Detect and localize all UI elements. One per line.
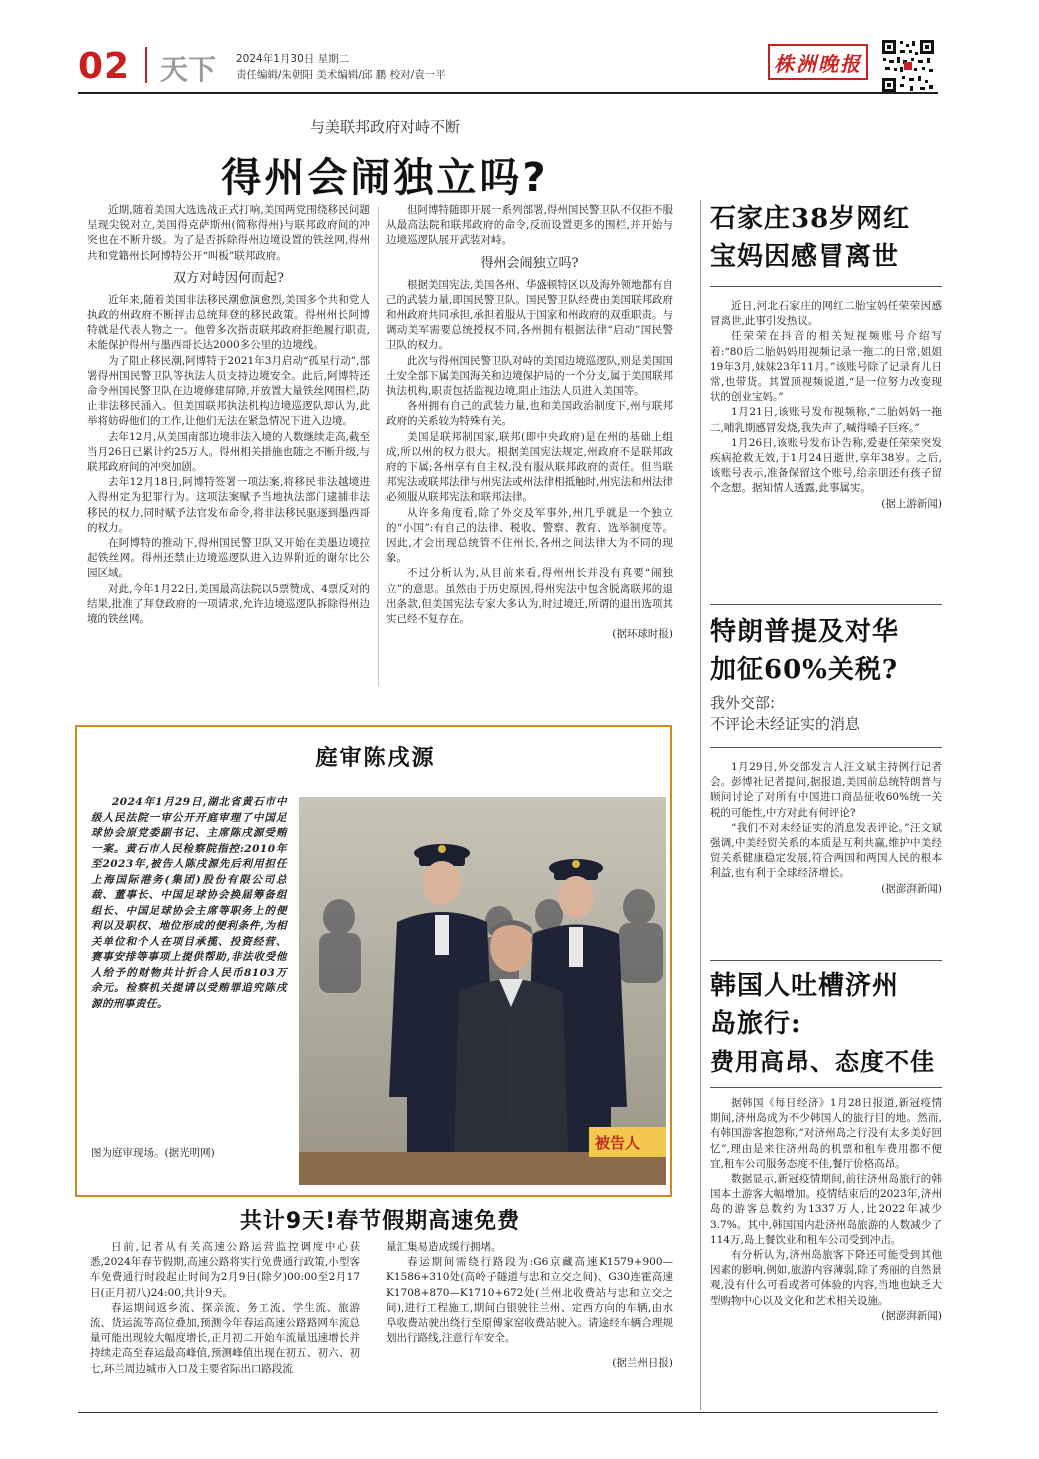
article-subheading: 不评论未经证实的消息 bbox=[710, 715, 861, 733]
article-shijiazhuang bbox=[710, 200, 942, 512]
paragraph: 美国是联邦制国家,联邦(即中央政府)是在州的基础上组成,所以州的权力很大。根据美国宪法规定,州政府不是联邦政府的下属;各州享有自主权,没有服从联邦政府的责任。但当联邦宪法或联邦法律与州宪法或州法律相抵触时,州宪法和州法律必须服从联邦宪法和联邦法律。 bbox=[386, 430, 673, 504]
article-headline: 特朗普提及对华 bbox=[710, 617, 900, 647]
article-subheading: 我外交部: bbox=[710, 694, 776, 712]
paragraph: 近日,河北石家庄的网红二胎宝妈任荣荣因感冒离世,此事引发热议。 bbox=[710, 300, 942, 328]
paragraph: 对此,今年1月22日,美国最高法院以5票赞成、4票反对的结果,批准了拜登政府的一项请求,允许边境巡逻队拆除得州边境的铁丝网。 bbox=[87, 582, 370, 626]
footer-rule bbox=[78, 1412, 938, 1413]
main-article-kicker: 与美联邦政府对峙不断 bbox=[309, 118, 460, 136]
subheading: 得州会闹独立吗? bbox=[480, 255, 579, 271]
paragraph: 1月21日,该账号发布视频称,“二胎妈妈一拖二,哺乳期感冒发烧,我失声了,喊得嗓子巨疼。” bbox=[710, 406, 942, 434]
newspaper-logo: 株洲晚报 bbox=[768, 44, 868, 80]
issue-date: 2024年1月30日 星期二 bbox=[236, 53, 350, 65]
article-headline: 韩国人吐槽济州 bbox=[710, 971, 900, 1001]
header-rule bbox=[78, 92, 938, 94]
article-headline: 石家庄38岁网红 bbox=[710, 204, 911, 234]
subheading: 双方对峙因何而起? bbox=[173, 270, 284, 286]
article-headline: 宝妈因感冒离世 bbox=[710, 242, 900, 272]
headline-rule bbox=[710, 286, 942, 287]
section-name: 天下 bbox=[160, 53, 217, 86]
article-jeju bbox=[710, 960, 942, 1324]
editor-credits: 责任编辑/朱朝阳 美术编辑/邱 鹏 校对/袁一平 bbox=[236, 69, 446, 81]
paragraph: 近期,随着美国大选选战正式打响,美国两党围绕移民问题呈现尖锐对立,美国得克萨斯州(简称得州)与联邦政府间的冲突也在不断升级。为了是否拆除得州边境设置的铁丝网,得州共和党籍州长阿博特公开“叫板”联邦政府。 bbox=[87, 204, 370, 262]
article-headline: 岛旅行: bbox=[710, 1009, 802, 1039]
paragraph: 去年12月18日,阿博特签署一项法案,将移民非法越境进入得州定为犯罪行为。这项法案赋予当地执法部门逮捕非法移民的权力,同时赋予法官发布命令,将非法移民驱逐到墨西哥的权力。 bbox=[87, 476, 370, 534]
right-column-divider bbox=[700, 200, 701, 1410]
main-article-headline: 得州会闹独立吗? bbox=[221, 155, 549, 201]
photo-caption: 图为庭审现场。(据光明网) bbox=[91, 1147, 215, 1159]
paragraph: 2024年1月29日,湖北省黄石市中级人民法院一审公开开庭审理了中国足球协会原党委副书记、主席陈戌源受贿一案。黄石市人民检察院指控:2010年至2023年,被告人陈戌源先后利用担任上海国际港务(集团)股份有限公司总裁、董事长、中国足球协会换届筹备组组长、中国足球协会主席等职务上的便利以及职权、地位形成的便利条件,为相关单位和个人在项目承揽、投资经营、赛事安排等事项上提供帮助,非法收受他人给予的财物共计折合人民币8103万余元。检察机关提请以受贿罪追究陈戌源的刑事责任。 bbox=[91, 796, 287, 1010]
paragraph: 春运期间需绕行路段为:G6京藏高速K1579+900—K1586+310处(高岭子隧道与忠和立交之间)、G30连霍高速K1708+870—K1710+672处(兰州北收费站与忠和立交之间),进行工程施工,期间白银驶往兰州、定西方向的车辆,由水阜收费站驶出绕行至原傅家窑收费站驶入。请途经车辆合理规划出行路线,注意行车安全。 bbox=[386, 1256, 673, 1345]
paragraph: 为了阻止移民潮,阿博特于2021年3月启动“孤星行动”,部署得州国民警卫队等执法人员支持边境安全。此后,阿博特还命令州国民警卫队在边境修建屏障,并放置大量铁丝网围栏,防止非法移民涌入。但美国联邦执法机构边境巡逻队却认为,此举将妨碍他们的工作,让他们无法在紧急情况下进入边境。 bbox=[87, 354, 370, 428]
headline-rule bbox=[710, 1087, 942, 1088]
courtroom-photo bbox=[299, 797, 666, 1185]
defendant-sign: 被告人 bbox=[595, 1134, 641, 1152]
column-divider bbox=[378, 206, 379, 686]
paragraph: 1月29日,外交部发言人汪文斌主持例行记者会。彭博社记者提问,据报道,美国前总统特朗普与顾问讨论了对所有中国进口商品征收60%统一关税的可能性,中方对此有何评论? bbox=[710, 761, 942, 819]
paragraph-continuation: 量汇集易造成缓行拥堵。 bbox=[386, 1241, 502, 1253]
highway-article-column-2 bbox=[386, 1240, 673, 1371]
main-article-column-1 bbox=[87, 203, 370, 627]
qr-code-icon bbox=[880, 38, 936, 94]
section-rule bbox=[710, 604, 942, 605]
article-source: (据环球时报) bbox=[612, 628, 673, 641]
paragraph: 春运期间返乡流、探亲流、务工流、学生流、旅游流、货运流等高位叠加,预测今年春运高速公路路网车流总量可能出现较大幅度增长,正月初二开始车流量迅速增长并持续走高至春运最高峰值,预测峰值出现在初五、初六、初七,环兰周边城市入口及主要省际出口路段流 bbox=[90, 1301, 360, 1375]
page-number: 02 bbox=[78, 46, 131, 87]
court-feature-text bbox=[91, 795, 287, 1012]
paragraph: 1月26日,该账号发布讣告称,爱妻任荣荣突发疾病抢救无效,于1月24日逝世,享年38岁。之后,该账号表示,准备保留这个账号,给亲朋还有孩子留个念想。据知情人透露,此事属实。 bbox=[710, 436, 942, 495]
paragraph: 在阿博特的推动下,得州国民警卫队又开始在美墨边境拉起铁丝网。得州还禁止边境巡逻队进入边界附近的谢尔比公园区域。 bbox=[87, 537, 370, 580]
article-source: (据澎湃新闻) bbox=[881, 1309, 942, 1322]
paragraph: 不过分析认为,从目前来看,得州州长并没有真要“闹独立”的意思。虽然由于历史原因,得州宪法中包含脱离联邦的退出条款,但美国宪法专家大多认为,时过境迁,所谓的退出选项其实已经不复存在。 bbox=[386, 567, 673, 626]
article-headline: 加征60%关税? bbox=[710, 655, 899, 685]
court-feature-box bbox=[75, 725, 672, 1197]
article-tariff bbox=[710, 604, 942, 897]
paragraph: 近年来,随着美国非法移民潮愈演愈烈,美国多个共和党人执政的州政府不断抨击总统拜登的移民政策。得州州长阿博特就是代表人物之一。他曾多次指责联邦政府拒绝履行职责,未能保护得州与墨西哥长达2000多公里的边境线。 bbox=[87, 293, 370, 352]
article-headline: 费用高昂、态度不佳 bbox=[710, 1047, 935, 1076]
paragraph: 日前,记者从有关高速公路运营监控调度中心获悉,2024年春节假期,高速公路将实行免费通行政策,小型客车免费通行时段起止时间为2月9日(除夕)00:00至2月17日(正月初八)24:00,共计9天。 bbox=[90, 1241, 360, 1299]
court-feature-title: 庭审陈戌源 bbox=[315, 746, 436, 771]
section-rule bbox=[710, 960, 942, 961]
article-source: (据澎湃新闻) bbox=[881, 882, 942, 895]
headline-rule bbox=[710, 747, 942, 748]
paragraph: 任荣荣在抖音的相关短视频账号介绍写着:“80后二胎妈妈用视频记录一拖二的日常,姐姐19年3月,妹妹23年11月。”该账号除了记录育儿日常,也带货。其置顶视频说道,“是一位努力改变现状的创业宝妈。” bbox=[710, 330, 942, 404]
paragraph: 数据显示,新冠疫情期间,前往济州岛旅行的韩国本土游客大幅增加。疫情结束后的2023年,济州岛的游客总数约为1337万人,比2022年减少3.7%。其中,韩国国内赴济州岛旅游的人数减少了114万,岛上餐饮业和租车公司受到冲击。 bbox=[710, 1173, 942, 1246]
highway-article-headline: 共计9天!春节假期高速免费 bbox=[239, 1209, 521, 1234]
paragraph: 去年12月,从美国南部边境非法入境的人数继续走高,截至当月26日已累计约25万人。得州相关措施也随之不断升级,与联邦政府间的冲突加剧。 bbox=[87, 430, 370, 474]
paragraph: “我们不对未经证实的消息发表评论。”汪文斌强调,中美经贸关系的本质是互利共赢,维护中美经贸关系健康稳定发展,符合两国和两国人民的根本利益,也有利于全球经济增长。 bbox=[710, 821, 942, 880]
paragraph: 有分析认为,济州岛旅客下降还可能受到其他因素的影响,例如,旅游内容薄弱,除了秀丽的自然景观,没有什么可看或者可体验的内容,当地也缺乏大型购物中心以及文化和艺术相关设施。 bbox=[710, 1249, 942, 1307]
paragraph: 从许多角度看,除了外交及军事外,州几乎就是一个独立的“小国”:有自己的法律、税收、警察、教育、选举制度等。因此,才会出现总统管不住州长,各州之间法律大为不同的现象。 bbox=[386, 506, 673, 565]
header-divider bbox=[145, 47, 147, 83]
paragraph: 但阿博特随即开展一系列部署,得州国民警卫队不仅拒不服从最高法院和联邦政府的命令,反而设置更多的围栏,并开始与边境巡逻队展开武装对峙。 bbox=[386, 204, 673, 247]
paragraph: 据韩国《每日经济》1月28日报道,新冠疫情期间,济州岛成为不少韩国人的旅行目的地。然而,有韩国游客抱怨称,“对济州岛之行没有太多美好回忆”,理由是来往济州岛的机票和租车费用都不便宜,租车公司服务态度不佳,餐厅价格高昂。 bbox=[710, 1097, 942, 1170]
highway-article-column-1 bbox=[90, 1240, 360, 1377]
paragraph: 此次与得州国民警卫队对峙的美国边境巡逻队,则是美国国土安全部下属美国海关和边境保护局的一个分支,属于美国联邦执法机构,职责包括监视边境,阻止违法人员进入美国等。 bbox=[386, 354, 673, 398]
paragraph: 根据美国宪法,美国各州、华盛顿特区以及海外领地都有自己的武装力量,即国民警卫队。国民警卫队经费由美国联邦政府和州政府共同承担,承担着服从于国家和州政府的双重职责。与调动美军需要总统授权不同,各州拥有根据法律“启动”国民警卫队的权力。 bbox=[386, 278, 673, 352]
article-source: (据兰州日报) bbox=[612, 1357, 673, 1370]
article-source: (据上游新闻) bbox=[881, 497, 942, 510]
main-article-column-2 bbox=[386, 203, 673, 642]
paragraph: 各州拥有自己的武装力量,也和美国政治制度下,州与联邦政府的关系较为特殊有关。 bbox=[386, 400, 673, 428]
